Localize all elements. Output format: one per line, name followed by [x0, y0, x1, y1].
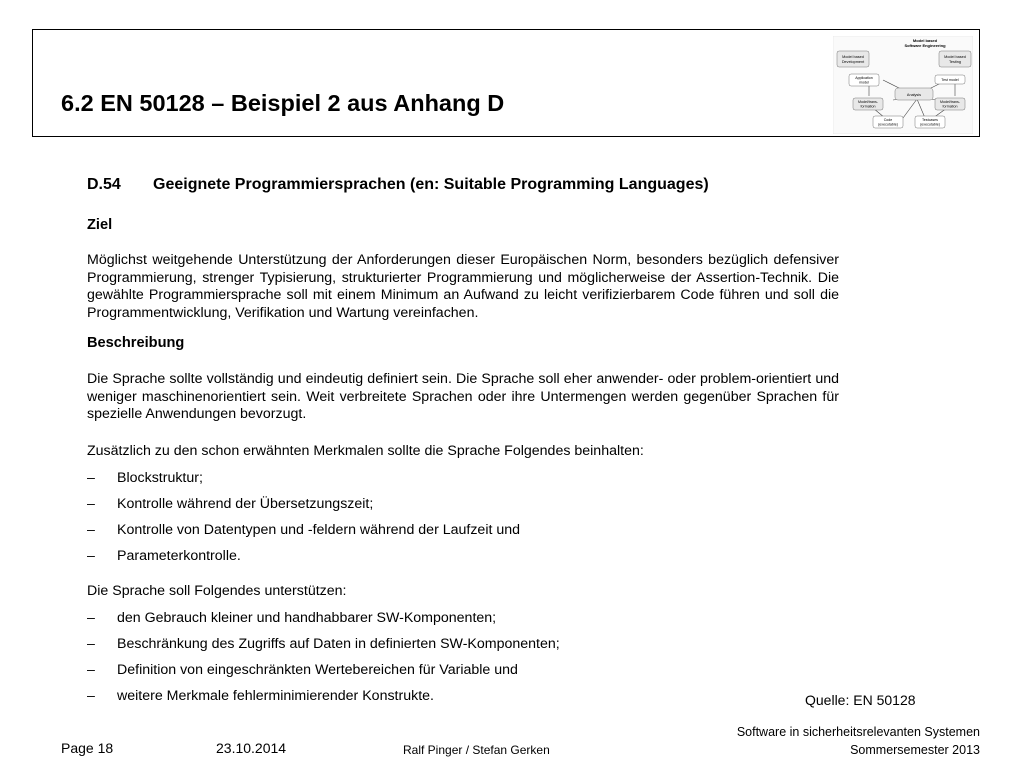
- logo-transr-2: formation: [942, 104, 958, 109]
- logo-code-2: (executable): [878, 122, 898, 127]
- logo-analysis: Analysis: [906, 93, 922, 97]
- section-number: D.54: [87, 176, 121, 193]
- mbse-logo: [833, 36, 973, 134]
- source-note: Quelle: EN 50128: [805, 692, 916, 708]
- logo-right-1: Model based: [944, 55, 966, 59]
- support-intro: Die Sprache soll Folgendes unterstützen:: [87, 583, 347, 599]
- header-box: [32, 29, 980, 137]
- logo-testmodel: Test model: [941, 78, 959, 82]
- course-title: Software in sicherheitsrelevanten Systemen: [736, 725, 980, 739]
- goal-heading: Ziel: [87, 217, 113, 233]
- logo-left-1: Model based: [842, 55, 864, 59]
- section-heading: [87, 176, 709, 194]
- list-item: – den Gebrauch kleiner und handhabbarer SW-Komponenten;: [87, 610, 497, 626]
- logo-transl-2: formation: [860, 104, 876, 109]
- list-item: – Kontrolle von Datentypen und -feldern während der Laufzeit und: [87, 522, 521, 538]
- features-intro: Zusätzlich zu den schon erwähnten Merkmalen sollte die Sprache Folgendes beinhalten:: [87, 443, 644, 459]
- date: 23.10.2014: [216, 740, 287, 756]
- logo-title-1: Model based: [912, 38, 938, 43]
- authors: Ralf Pinger / Stefan Gerken: [403, 743, 550, 757]
- logo-transl-1: Model/trans-: [858, 100, 878, 104]
- list-item: – Parameterkontrolle.: [87, 548, 241, 564]
- logo-title-2: Software Engineering: [904, 43, 946, 48]
- goal-text: Möglichst weitgehende Unterstützung der Anforderungen dieser Europäischen Norm, besonders bezüglich defensiver Programmierung, strenger Typisierung, strukturierter Programmierung und möglicherweise der Assertion-Technik. Die gewählte Programmiersprache soll mit einem Minimum an Aufwand zu leicht verifizierbarem Code führen und soll die Programmentwicklung, Verifikation und Wartung vereinfachen.: [87, 252, 839, 321]
- list-item: – weitere Merkmale fehlerminimierender Konstrukte.: [87, 688, 434, 704]
- page-number: Page 18: [61, 740, 114, 756]
- logo-transr-1: Model/trans-: [940, 100, 960, 104]
- logo-right-2: Testing: [948, 60, 962, 64]
- list-item: – Definition von eingeschränkten Wertebereichen für Variable und: [87, 662, 518, 678]
- logo-appmodel-1: Application: [855, 76, 873, 80]
- logo-testcases-2: (executable): [920, 122, 940, 127]
- logo-left-2: Development: [841, 60, 865, 64]
- semester: Sommersemester 2013: [850, 743, 980, 757]
- description-heading: Beschreibung: [87, 335, 185, 351]
- slide-title: 6.2 EN 50128 – Beispiel 2 aus Anhang D: [61, 90, 505, 116]
- list-item: – Beschränkung des Zugriffs auf Daten in definierten SW-Komponenten;: [87, 636, 560, 652]
- logo-appmodel-2: model: [859, 80, 869, 85]
- section-title: Geeignete Programmiersprachen (en: Suitable Programming Languages): [153, 176, 709, 193]
- list-item: – Blockstruktur;: [87, 470, 203, 486]
- description-text: Die Sprache sollte vollständig und eindeutig definiert sein. Die Sprache soll eher anwender- oder problem-orientiert und weniger maschinenorientiert sein. Weit verbreitete Sprachen oder ihre Untermengen werden gegenüber Sprachen für spezielle Anwendungen bevorzugt.: [87, 371, 839, 423]
- logo-testcases-1: Testcases: [922, 118, 938, 122]
- logo-code-1: Code: [883, 118, 893, 122]
- list-item: – Kontrolle während der Übersetzungszeit;: [87, 496, 374, 512]
